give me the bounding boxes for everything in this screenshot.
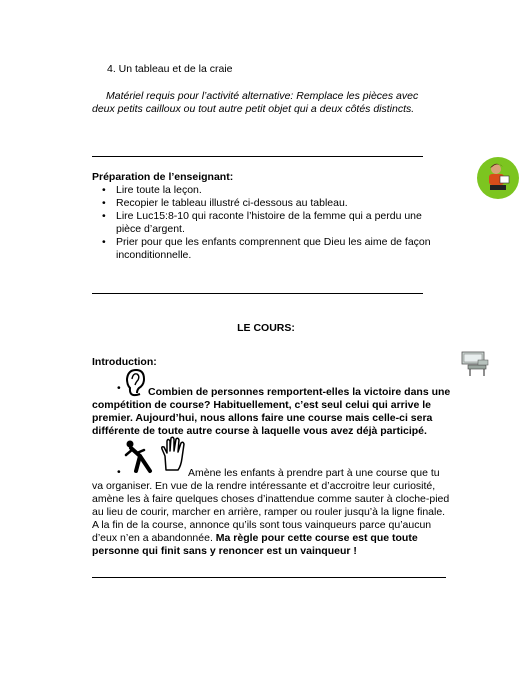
teacher-reading-icon [476,156,520,200]
alternative-materials-note: Matériel requis pour l’activité alternative: Remplace les pièces avec deux petits cailloux ou tout autre petit objet qui a deux côtés distincts. [92,90,419,115]
activity-text [92,467,452,558]
divider-1 [92,156,423,157]
question-bullet: • [117,382,121,394]
preparation-item: • Recopier le tableau illustré ci-dessous au tableau. [92,197,437,210]
preparation-heading: Préparation de l’enseignant: [92,171,234,183]
divider-3 [92,577,446,578]
race-rule: Ma règle pour cette course est que toute personne qui finit sans y renoncer est un vainqueur ! [92,532,418,557]
materials-item-4: 4. Un tableau et de la craie [107,63,233,75]
introduction-question: Combien de personnes remportent-elles la victoire dans une compétition de course? Habituellement, c’est seul celui qui arrive le premier. Aujourd’hui, nous allons faire une course mais celle-ci sera différente de toute autre course à laquelle vous avez déjà participé. [92,386,451,437]
preparation-list [92,184,437,262]
activity-description: Amène les enfants à prendre part à une course que tu va organiser. En vue de la rendre intéressante et d’accroitre leur curiosité, amène les à faire quelques choses d’inattendue comme sauter à cloche-pied au lieu de courir, marcher en arrière, ramper ou rouler jusqu’à la ligne finale. A la fin de la course, annonce qu’ils sont tous vainqueurs parce qu’aucun d’eux n’en a abandonnée. [92,467,450,544]
introduction-heading: Introduction: [92,356,157,368]
preparation-item: • Prier pour que les enfants comprennent que Dieu les aime de façon inconditionnelle. [92,236,437,262]
lesson-title: LE COURS: [237,322,295,334]
divider-2 [92,293,423,294]
preparation-item: • Lire toute la leçon. [92,184,437,197]
preparation-item: • Lire Luc15:8-10 qui raconte l’histoire de la femme qui a perdu une pièce d’argent. [92,210,437,236]
activity-bullet: • [117,466,121,478]
classroom-desk-icon [460,349,490,377]
